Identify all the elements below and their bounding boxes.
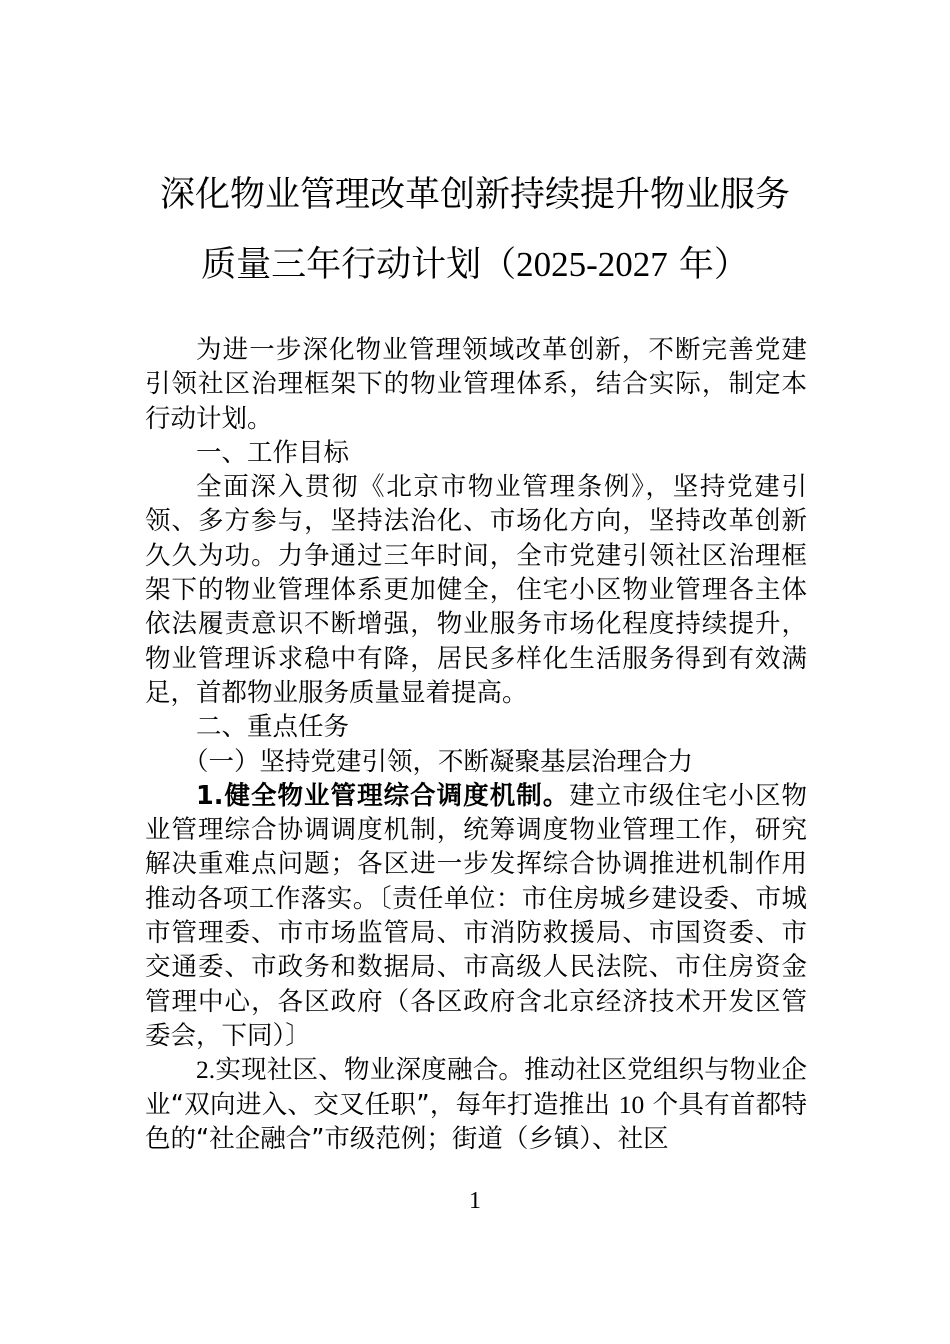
title-line-2-text: 质量三年行动计划（ <box>201 245 517 285</box>
item-2-text-b: 个具有首都特色的“社企融合”市级范例；街道（乡镇）、社区 <box>145 1089 808 1154</box>
item-2-count: 10 <box>618 1089 645 1119</box>
item-2-paragraph <box>145 1053 807 1156</box>
document-body <box>145 333 807 1156</box>
document-title-line-1: 深化物业管理改革创新持续提升物业服务 <box>159 175 790 215</box>
section-1-paragraph: 全面深入贯彻《北京市物业管理条例》，坚持党建引领、多方参与，坚持法治化、市场化方向，坚持改革创新久久为功。力争通过三年时间，全市党建引领社区治理框架下的物业管理体系更加健全，住宅小区物业管理各主体依法履责意识不断增强，物业服务市场化程度持续提升，物业管理诉求稳中有降，居民多样化生活服务得到有效满足，首都物业服务质量显着提高。 <box>145 472 807 708</box>
item-1-title: 1.健全物业管理综合调度机制。 <box>196 780 570 811</box>
subsection-1-heading: （一）坚持党建引领，不断凝聚基层治理合力 <box>183 746 694 777</box>
item-1-body: 建立市级住宅小区物业管理综合协调调度机制，统筹调度物业管理工作，研究解决重难点问题；各区进一步发挥综合协调推进机制作用推动各项工作落实。〔责任单位：市住房城乡建设委、市城市管理委、市市场监管局、市消防救援局、市国资委、市交通委、市政务和数据局、市高级人民法院、市住房资金管理中心，各区政府（各区政府含北京经济技术开发区管委会，下同）〕 <box>145 780 807 1051</box>
title-line-2-end: 年） <box>667 245 749 285</box>
item-1-paragraph <box>145 779 807 1053</box>
title-years: 2025-2027 <box>516 245 668 284</box>
document-title-line-2 <box>120 245 830 285</box>
section-2-heading: 二、重点任务 <box>196 712 350 743</box>
item-2-number: 2. <box>196 1055 216 1085</box>
page-number: 1 <box>469 1188 481 1214</box>
item-2-text-a: 实现社区、物业深度融合。推动社区党组织与物业企业“双向进入、交叉任职”，每年打造推出 <box>145 1055 807 1120</box>
intro-paragraph: 为进一步深化物业管理领域改革创新，不断完善党建引领社区治理框架下的物业管理体系，结合实际，制定本行动计划。 <box>145 335 807 434</box>
section-1-heading: 一、工作目标 <box>196 437 350 468</box>
